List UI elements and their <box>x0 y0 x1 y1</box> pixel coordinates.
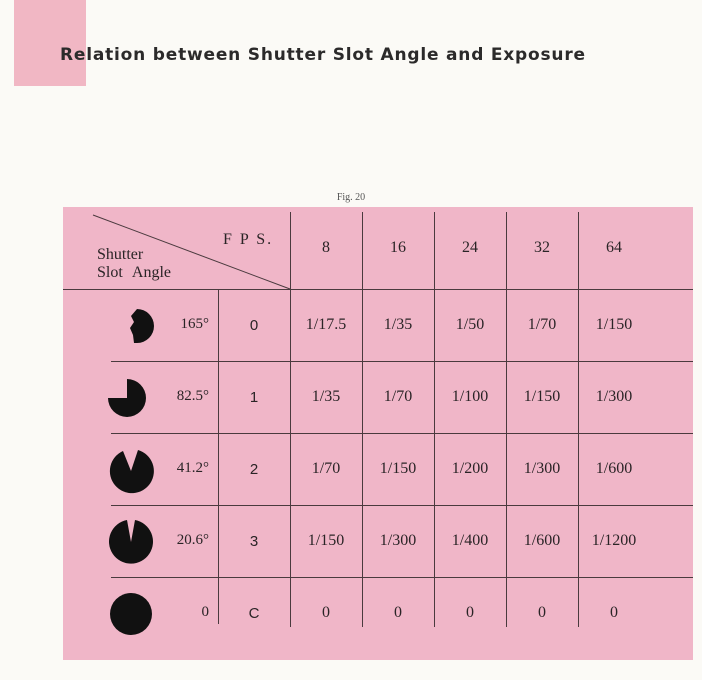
fps-column-header: 16 <box>390 239 406 256</box>
slot-angle-header: Slot Angle <box>97 264 172 281</box>
slot-angle-value: 20.6° <box>176 532 209 548</box>
exposure-value: 1/70 <box>311 460 341 477</box>
exposure-value: 1/1200 <box>591 532 637 549</box>
exposure-table <box>63 207 693 660</box>
exposure-value: 1/600 <box>523 532 561 549</box>
exposure-value: 0 <box>610 604 618 621</box>
fps-column-header: 32 <box>534 239 550 256</box>
exposure-value: 0 <box>394 604 402 621</box>
exposure-value: 1/300 <box>595 388 633 405</box>
exposure-value: 1/35 <box>383 316 413 333</box>
fps-column-header: 64 <box>606 239 622 256</box>
step-value: 3 <box>249 532 259 550</box>
exposure-value: 0 <box>466 604 474 621</box>
exposure-value: 1/17.5 <box>305 316 347 333</box>
slot-angle-value: 41.2° <box>176 460 209 476</box>
exposure-value: 1/150 <box>379 460 417 477</box>
step-value: 0 <box>249 316 259 334</box>
fps-header: F P S. <box>223 231 274 248</box>
pink-corner-block <box>14 0 86 86</box>
exposure-value: 1/35 <box>311 388 341 405</box>
exposure-value: 1/400 <box>451 532 489 549</box>
exposure-value: 1/600 <box>595 460 633 477</box>
page-title: Relation between Shutter Slot Angle and Exposure <box>60 45 586 65</box>
figure-caption: Fig. 20 <box>336 192 366 203</box>
exposure-value: 0 <box>322 604 330 621</box>
fps-column-header: 8 <box>322 239 330 256</box>
exposure-value: 1/150 <box>307 532 345 549</box>
slot-angle-value: 165° <box>180 316 209 332</box>
step-value: 1 <box>249 388 259 406</box>
shutter-header: Shutter <box>97 246 144 263</box>
exposure-value: 1/200 <box>451 460 489 477</box>
exposure-value: 1/150 <box>595 316 633 333</box>
exposure-value: 1/50 <box>455 316 485 333</box>
exposure-value: 1/70 <box>527 316 557 333</box>
step-value: C <box>248 604 260 622</box>
exposure-value: 0 <box>538 604 546 621</box>
exposure-value: 1/300 <box>523 460 561 477</box>
slot-angle-value: 82.5° <box>176 388 209 404</box>
exposure-value: 1/70 <box>383 388 413 405</box>
exposure-value: 1/100 <box>451 388 489 405</box>
slot-angle-value: 0 <box>201 604 209 620</box>
step-value: 2 <box>249 460 259 478</box>
exposure-value: 1/300 <box>379 532 417 549</box>
exposure-value: 1/150 <box>523 388 561 405</box>
fps-column-header: 24 <box>462 239 478 256</box>
